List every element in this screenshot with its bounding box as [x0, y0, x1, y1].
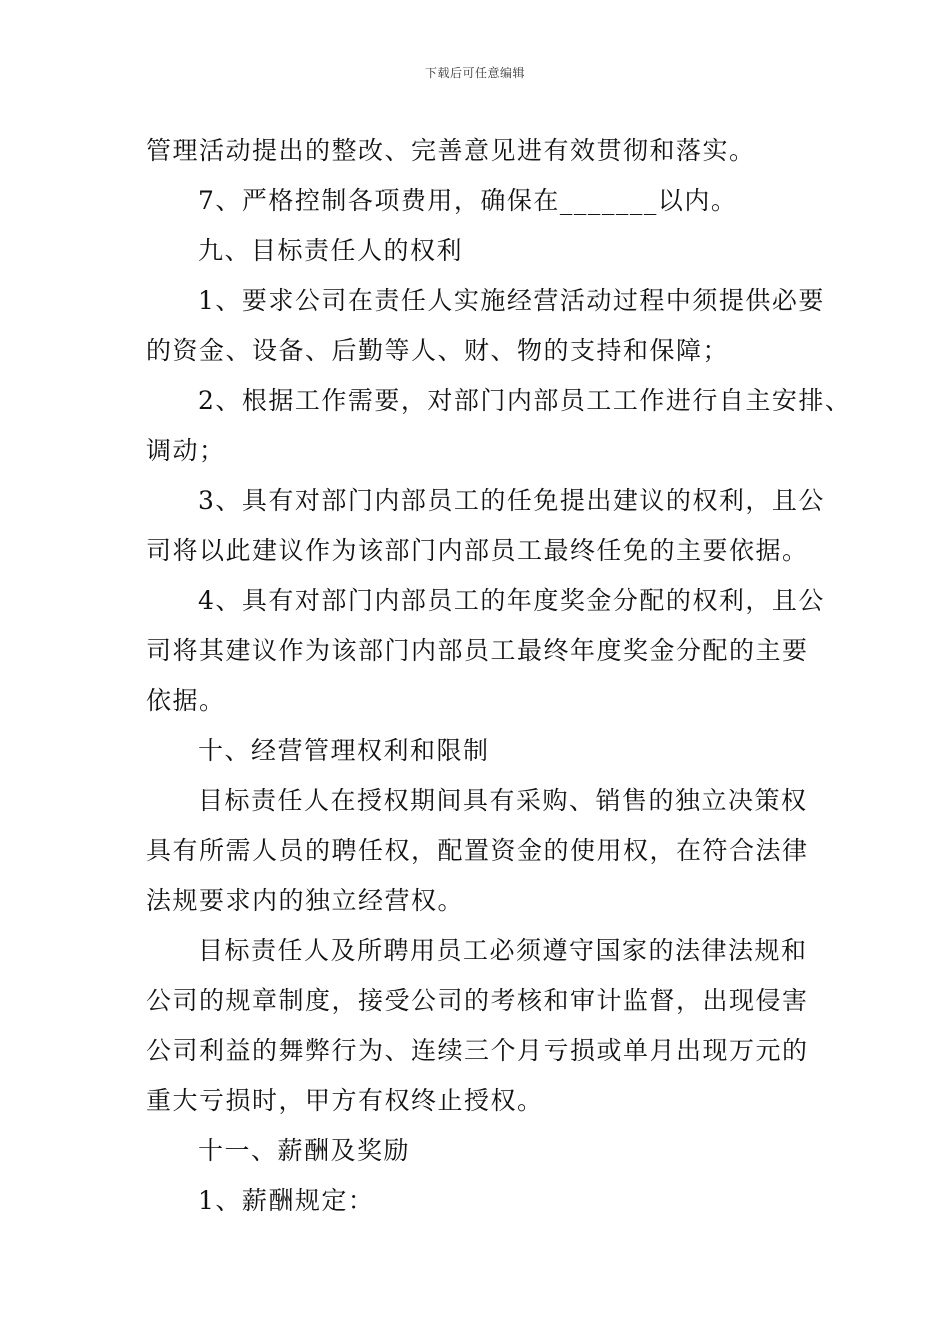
paragraph-line: 目标责任人及所聘用员工必须遵守国家的法律法规和	[198, 936, 808, 965]
list-item-line: 3、具有对部门内部员工的任免提出建议的权利，且公	[198, 486, 825, 515]
paragraph-line: 重大亏损时，甲方有权终止授权。	[146, 1086, 544, 1115]
section-heading: 十一、薪酬及奖励	[198, 1136, 411, 1165]
list-item-line: 1、要求公司在责任人实施经营活动过程中须提供必要	[198, 286, 825, 315]
paragraph-line: 公司利益的舞弊行为、连续三个月亏损或单月出现万元的	[146, 1036, 809, 1065]
page-header-note: 下载后可任意编辑	[424, 66, 525, 80]
paragraph-line: 司将以此建议作为该部门内部员工最终任免的主要依据。	[146, 536, 809, 565]
section-heading: 十、经营管理权利和限制	[198, 736, 490, 765]
list-item-line: 7、严格控制各项费用，确保在_______以内。	[198, 186, 738, 215]
paragraph-line: 具有所需人员的聘任权，配置资金的使用权，在符合法律	[146, 836, 809, 865]
list-item-line: 1、薪酬规定：	[198, 1186, 375, 1215]
paragraph-line: 管理活动提出的整改、完善意见进有效贯彻和落实。	[146, 136, 756, 165]
list-item-line: 4、具有对部门内部员工的年度奖金分配的权利，且公	[198, 586, 825, 615]
paragraph-line: 公司的规章制度，接受公司的考核和审计监督，出现侵害	[146, 986, 809, 1015]
paragraph-line: 的资金、设备、后勤等人、财、物的支持和保障；	[146, 336, 730, 365]
list-item-line: 2、根据工作需要，对部门内部员工工作进行自主安排、	[198, 386, 852, 415]
paragraph-line: 调动；	[146, 436, 226, 465]
paragraph-line: 司将其建议作为该部门内部员工最终年度奖金分配的主要	[146, 636, 809, 665]
paragraph-line: 目标责任人在授权期间具有采购、销售的独立决策权	[198, 786, 808, 815]
paragraph-line: 法规要求内的独立经营权。	[146, 886, 465, 915]
paragraph-line: 依据。	[146, 686, 226, 715]
section-heading: 九、目标责任人的权利	[198, 236, 464, 265]
